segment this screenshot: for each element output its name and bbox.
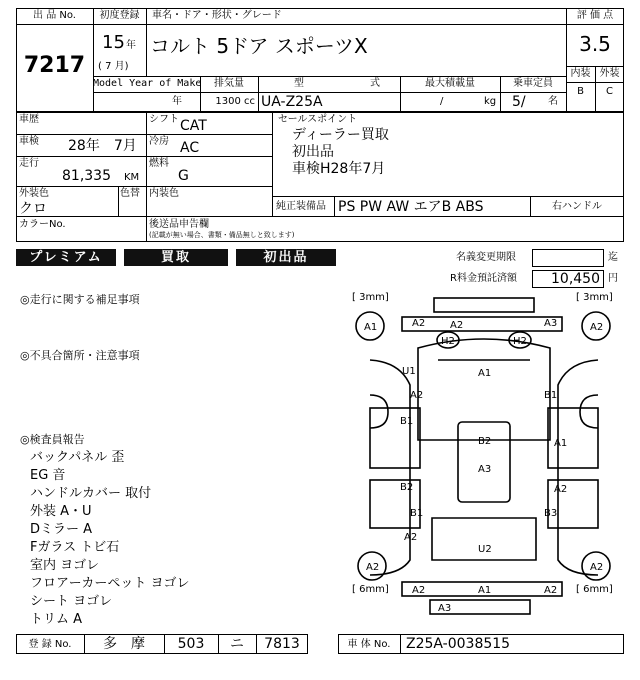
fuel-label: 燃料 — [149, 158, 169, 169]
recycle-unit: 円 — [608, 273, 618, 284]
scale-bottom-left: [ 6mm] — [352, 584, 389, 595]
model-code: UA-Z25A — [261, 94, 323, 110]
inspector-item: Fガラス トビ石 — [30, 540, 120, 555]
equipment: PS PW AW エアB ABS — [338, 199, 484, 215]
premium-banner: プレミアム — [16, 249, 116, 266]
lot-label: 出 品 No. — [33, 10, 76, 21]
aftersale-note: (記載が無い場合、書類・備品無しと致します) — [149, 231, 295, 239]
name-change-box — [532, 249, 604, 267]
damage-mark: B1 — [410, 508, 424, 519]
car-label: 車名・ドア・形状・グレード — [152, 10, 282, 21]
shift: CAT — [180, 118, 207, 134]
chassis-label: 車 体 No. — [347, 639, 391, 650]
damage-mark: A2 — [412, 585, 426, 596]
damage-mark: A1 — [478, 585, 492, 596]
sales-point-2: 初出品 — [292, 144, 334, 160]
sales-point-label: セールスポイント — [278, 114, 358, 125]
reg-month: ( 7 月) — [98, 61, 129, 72]
capacity-label: 最大積載量 — [425, 78, 475, 89]
inspector-item: 室内 ヨゴレ — [30, 558, 100, 573]
damage-mark: A3 — [478, 464, 492, 475]
registration-number-2: 7813 — [264, 636, 300, 652]
inspector-item: 外装 A・U — [30, 504, 92, 519]
first-reg-label: 初度登録 — [99, 10, 140, 21]
model-year-unit: 年 — [172, 96, 182, 107]
color: クロ — [19, 201, 47, 217]
inspector-item: Dミラー A — [30, 522, 93, 537]
interior-color-label: 内装色 — [149, 188, 179, 199]
inspection-label: 車検 — [19, 136, 39, 147]
damage-mark: B3 — [544, 508, 558, 519]
inspector-label: ◎検査員報告 — [20, 433, 85, 446]
exterior-grade: C — [606, 86, 613, 97]
history-label: 車歴 — [19, 114, 39, 125]
damage-mark: A2 — [410, 390, 424, 401]
damage-mark: A2 — [366, 562, 380, 573]
interior-label: 内装 — [570, 68, 591, 79]
damage-mark: A2 — [590, 322, 604, 333]
seats: 5/ — [512, 94, 526, 110]
shift-label: シフト — [149, 114, 179, 125]
capacity: / — [440, 96, 444, 107]
color-code-label: カラーNo. — [19, 219, 66, 230]
inspection: 28年 7月 — [68, 138, 137, 154]
interior-grade: B — [577, 86, 584, 97]
chassis-number: Z25A-0038515 — [406, 636, 511, 652]
damage-mark: B1 — [544, 390, 558, 401]
sales-point-1: ディーラー買取 — [292, 127, 389, 143]
damage-mark: B2 — [478, 436, 492, 447]
name-change-unit: 迄 — [608, 252, 618, 263]
mileage-label: 走行 — [19, 158, 39, 169]
registration-number-1: 503 — [177, 636, 205, 652]
steering: 右ハンドル — [552, 201, 602, 212]
registration-kana: ニ — [230, 636, 244, 652]
car-damage-diagram — [340, 290, 630, 620]
model-year-label: Model Year of Make — [93, 78, 202, 89]
reg-year-unit: 年 — [126, 40, 136, 51]
car-name: コルト 5ドア スポーツX — [150, 34, 368, 58]
damage-mark: A2 — [554, 484, 568, 495]
damage-mark: U1 — [402, 366, 416, 377]
damage-mark: A3 — [544, 318, 558, 329]
displacement: 1300 cc — [215, 96, 255, 107]
exterior-label: 外装 — [599, 68, 620, 79]
inspector-item: シート ヨゴレ — [30, 594, 113, 609]
registration-area: 多 摩 — [103, 636, 145, 652]
first-listing-banner: 初出品 — [236, 249, 336, 266]
inspector-item: トリム A — [30, 612, 83, 627]
mileage-unit: KM — [124, 172, 140, 183]
inspector-item: バックパネル 歪 — [30, 450, 125, 465]
damage-mark: H2 — [441, 336, 455, 347]
damage-mark: A2 — [590, 562, 604, 573]
aftersale-label: 後送品申告欄 — [149, 219, 209, 230]
lot-number: 7217 — [23, 53, 86, 78]
scale-top-right: [ 3mm] — [576, 292, 613, 303]
damage-mark: A2 — [544, 585, 558, 596]
damage-mark: A2 — [412, 318, 426, 329]
scale-top-left: [ 3mm] — [352, 292, 389, 303]
seats-unit: 名 — [548, 96, 558, 107]
damage-mark: H2 — [513, 336, 527, 347]
reg-year: 15 — [102, 32, 125, 53]
displacement-label: 排気量 — [214, 78, 244, 89]
equipment-label: 純正装備品 — [276, 201, 326, 212]
damage-mark: B1 — [400, 416, 414, 427]
inspector-item: フロアーカーペット ヨゴレ — [30, 576, 190, 591]
fuel: G — [178, 168, 189, 184]
model-label-2: 式 — [370, 78, 380, 89]
recycle-label: R料金預託済額 — [450, 273, 517, 284]
grade-label: 評 価 点 — [576, 10, 614, 21]
seating-label: 乗車定員 — [513, 78, 553, 89]
capacity-unit: kg — [484, 96, 497, 107]
damage-mark: A1 — [364, 322, 378, 333]
mileage: 81,335 — [62, 168, 111, 184]
damage-mark: B2 — [400, 482, 414, 493]
color-no-label: 色替 — [120, 188, 140, 199]
overall-grade: 3.5 — [579, 32, 611, 56]
model-label: 型 — [294, 78, 304, 89]
buyout-banner: 買取 — [124, 249, 228, 266]
recycle-fee: 10,450 — [551, 271, 600, 287]
damage-mark: A3 — [438, 603, 452, 614]
scale-bottom-right: [ 6mm] — [576, 584, 613, 595]
ac: AC — [180, 140, 200, 156]
damage-mark: A2 — [450, 320, 464, 331]
damage-mark: A2 — [404, 532, 418, 543]
damage-mark: U2 — [478, 544, 492, 555]
damage-mark: A1 — [478, 368, 492, 379]
registration-label: 登 録 No. — [28, 639, 72, 650]
inspector-item: EG 音 — [30, 468, 66, 483]
inspector-item: ハンドルカバー 取付 — [30, 486, 152, 501]
sales-point-3: 車検H28年7月 — [292, 161, 386, 177]
name-change-label: 名義変更期限 — [456, 252, 516, 263]
color-label: 外装色 — [19, 188, 49, 199]
damage-mark: A1 — [554, 438, 568, 449]
ac-label: 冷房 — [149, 136, 169, 147]
driving-notes-label: ◎走行に関する補足事項 — [20, 293, 140, 306]
defects-label: ◎不具合箇所・注意事項 — [20, 349, 140, 362]
